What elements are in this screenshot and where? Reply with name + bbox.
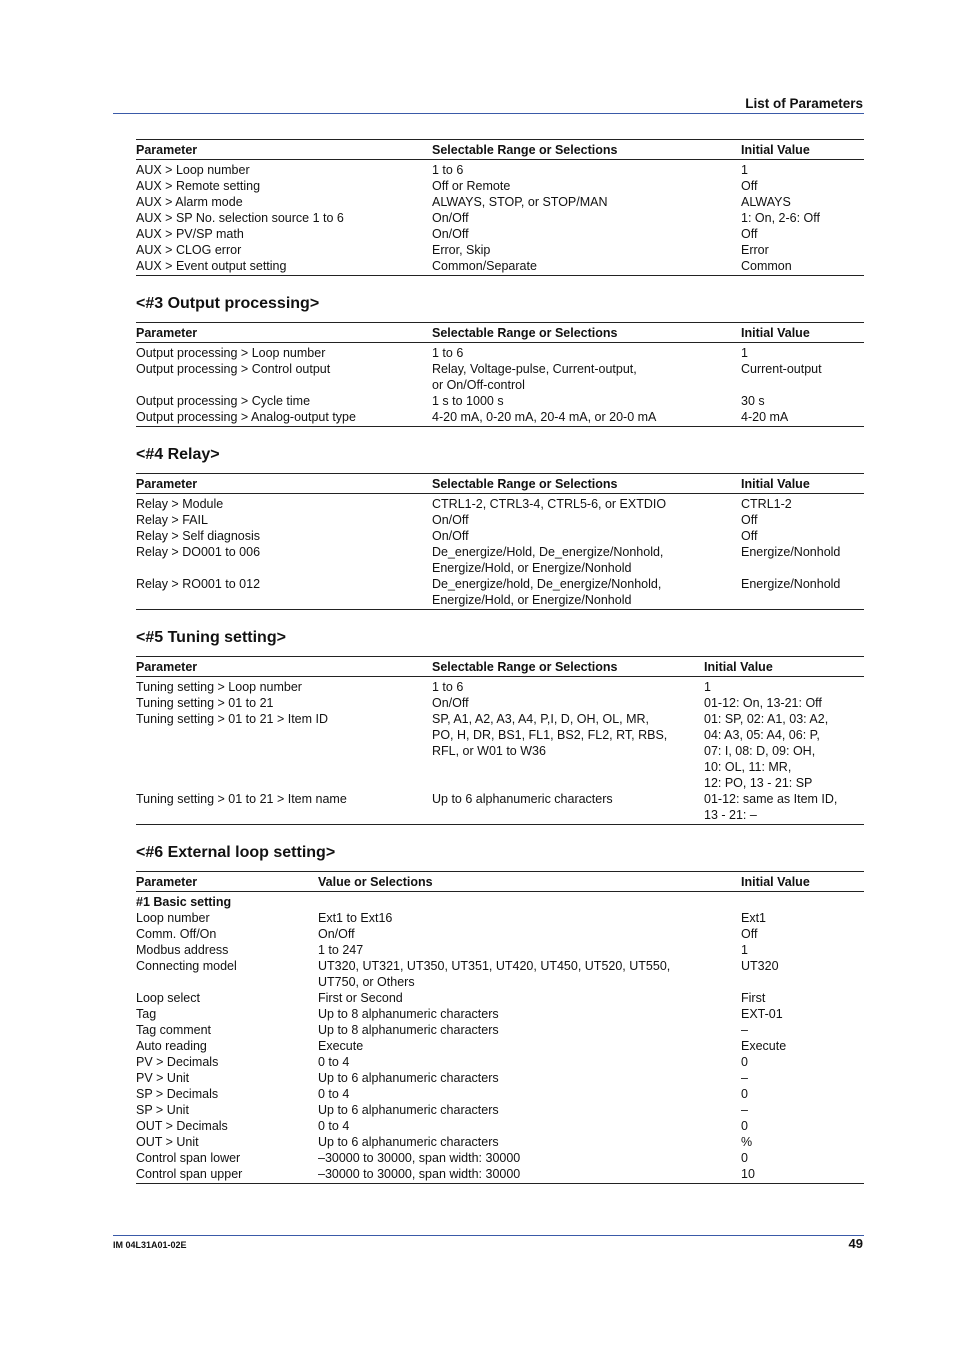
table-cell: Off xyxy=(741,513,758,527)
table-cell: Current-output xyxy=(741,362,822,376)
table-cell: Up to 8 alphanumeric characters xyxy=(318,1023,499,1037)
table-cell: 0 xyxy=(741,1087,748,1101)
table-cell: 1 xyxy=(741,943,748,957)
table-row xyxy=(136,528,864,544)
table-row xyxy=(136,393,864,409)
table-cell: Comm. Off/On xyxy=(136,927,217,941)
table-cell: Off xyxy=(741,927,758,941)
table-cell: EXT-01 xyxy=(741,1007,783,1021)
table-cell: 1 to 6 xyxy=(432,680,464,694)
column-header: Selectable Range or Selections xyxy=(432,474,741,494)
table-cell: 0 xyxy=(741,1055,748,1069)
column-header: Parameter xyxy=(136,657,432,677)
table-cell: Relay > DO001 to 006 xyxy=(136,545,261,559)
table-cell: Off or Remote xyxy=(432,179,511,193)
column-header: Initial Value xyxy=(741,140,864,160)
table-cell: AUX > Loop number xyxy=(136,163,250,177)
running-header: List of Parameters xyxy=(745,96,863,111)
table-cell: Execute xyxy=(741,1039,787,1053)
table-cell: SP > Decimals xyxy=(136,1087,219,1101)
table-cell: Connecting model xyxy=(136,959,237,973)
table-cell: First xyxy=(741,991,766,1005)
column-header: Parameter xyxy=(136,474,432,494)
table-cell: Control span lower xyxy=(136,1151,241,1165)
table-row xyxy=(136,926,864,942)
section-title-output-processing: <#3 Output processing> xyxy=(136,295,320,312)
column-header: Initial Value xyxy=(741,872,864,892)
table-cell: De_energize/Hold, De_energize/Nonhold, Energize/Hold, or Energize/Nonhold xyxy=(432,545,664,575)
document-id: IM 04L31A01-02E xyxy=(113,1240,187,1250)
table-cell: CTRL1-2 xyxy=(741,497,792,511)
table-row xyxy=(136,160,864,179)
table-row xyxy=(136,990,864,1006)
table-cell: Off xyxy=(741,529,758,543)
table-row xyxy=(136,1054,864,1070)
page-content xyxy=(136,139,864,1184)
output-processing-table xyxy=(136,322,864,427)
table-cell: AUX > PV/SP math xyxy=(136,227,244,241)
table-cell: Tag xyxy=(136,1007,157,1021)
table-row xyxy=(136,677,864,696)
table-cell: On/Off xyxy=(432,529,469,543)
column-header: Parameter xyxy=(136,140,432,160)
column-header: Selectable Range or Selections xyxy=(432,140,741,160)
section-title-external-loop: <#6 External loop setting> xyxy=(136,844,336,861)
table-cell: 01: SP, 02: A1, 03: A2, 04: A3, 05: A4, 06: P, 07: I, 08: D, 09: OH, 10: OL, 11: MR, 12: PO, 13 - 21: SP xyxy=(704,712,829,790)
table-header-row xyxy=(136,140,864,160)
table-cell: 1 to 247 xyxy=(318,943,364,957)
table-cell: 0 to 4 xyxy=(318,1055,350,1069)
table-row xyxy=(136,494,864,513)
column-header: Initial Value xyxy=(741,323,864,343)
table-cell: ALWAYS xyxy=(741,195,791,209)
table-header-row xyxy=(136,474,864,494)
column-header: Value or Selections xyxy=(318,872,741,892)
table-row xyxy=(136,512,864,528)
table-cell: UT320 xyxy=(741,959,779,973)
table-cell: 1 s to 1000 s xyxy=(432,394,504,408)
table-row xyxy=(136,1022,864,1038)
table-cell: Tuning setting > 01 to 21 > Item ID xyxy=(136,712,329,726)
table-cell: Common xyxy=(741,259,792,273)
table-cell: Up to 6 alphanumeric characters xyxy=(318,1103,499,1117)
table-cell: % xyxy=(741,1135,753,1149)
table-row xyxy=(136,1134,864,1150)
table-subheading: #1 Basic setting xyxy=(136,895,232,909)
table-row xyxy=(136,226,864,242)
table-cell: Up to 6 alphanumeric characters xyxy=(432,792,613,806)
table-cell: PV > Unit xyxy=(136,1071,190,1085)
table-subheading-row xyxy=(136,892,864,911)
table-cell: Error, Skip xyxy=(432,243,491,257)
table-cell: Relay, Voltage-pulse, Current-output, or On/Off-control xyxy=(432,362,637,392)
table-cell: Ext1 xyxy=(741,911,767,925)
table-cell: 30 s xyxy=(741,394,765,408)
header-rule xyxy=(113,113,864,114)
column-header: Initial Value xyxy=(704,657,864,677)
table-cell: On/Off xyxy=(432,211,469,225)
table-cell: –30000 to 30000, span width: 30000 xyxy=(318,1151,521,1165)
table-cell: OUT > Unit xyxy=(136,1135,199,1149)
column-header: Parameter xyxy=(136,323,432,343)
table-cell: Off xyxy=(741,179,758,193)
table-cell: UT320, UT321, UT350, UT351, UT420, UT450, UT520, UT550, UT750, or Others xyxy=(318,959,671,989)
table-row xyxy=(136,958,864,990)
table-cell: On/Off xyxy=(432,227,469,241)
table-cell: 1: On, 2-6: Off xyxy=(741,211,820,225)
table-row xyxy=(136,361,864,393)
table-cell: PV > Decimals xyxy=(136,1055,219,1069)
table-cell: 0 to 4 xyxy=(318,1087,350,1101)
table-cell: SP > Unit xyxy=(136,1103,189,1117)
table-cell: Up to 6 alphanumeric characters xyxy=(318,1071,499,1085)
table-row xyxy=(136,1086,864,1102)
table-row xyxy=(136,242,864,258)
table-cell: Loop select xyxy=(136,991,200,1005)
table-cell: 1 xyxy=(741,163,748,177)
table-row xyxy=(136,258,864,276)
table-cell: AUX > Remote setting xyxy=(136,179,261,193)
table-row xyxy=(136,1166,864,1184)
table-cell: Tuning setting > 01 to 21 xyxy=(136,696,274,710)
external-loop-table xyxy=(136,871,864,1184)
table-cell: Relay > RO001 to 012 xyxy=(136,577,261,591)
table-cell: 1 xyxy=(704,680,711,694)
table-row xyxy=(136,1150,864,1166)
table-row xyxy=(136,695,864,711)
table-cell: Output processing > Analog-output type xyxy=(136,410,356,424)
column-header: Selectable Range or Selections xyxy=(432,323,741,343)
table-cell: First or Second xyxy=(318,991,403,1005)
table-cell: – xyxy=(741,1103,748,1117)
table-cell: – xyxy=(741,1071,748,1085)
table-cell: OUT > Decimals xyxy=(136,1119,228,1133)
table-cell: Off xyxy=(741,227,758,241)
table-cell: Execute xyxy=(318,1039,364,1053)
table-cell: On/Off xyxy=(432,513,469,527)
relay-table xyxy=(136,473,864,610)
section-title-relay: <#4 Relay> xyxy=(136,446,220,463)
table-cell: 0 xyxy=(741,1119,748,1133)
table-cell: Ext1 to Ext16 xyxy=(318,911,393,925)
table-row xyxy=(136,1038,864,1054)
table-cell: ALWAYS, STOP, or STOP/MAN xyxy=(432,195,608,209)
table-cell: Energize/Nonhold xyxy=(741,545,841,559)
footer-rule xyxy=(113,1235,864,1236)
table-header-row xyxy=(136,323,864,343)
page-number: 49 xyxy=(848,1236,863,1251)
table-cell: 1 to 6 xyxy=(432,163,464,177)
table-header-row xyxy=(136,657,864,677)
table-cell: Tuning setting > Loop number xyxy=(136,680,302,694)
table-cell: 1 to 6 xyxy=(432,346,464,360)
table-row xyxy=(136,210,864,226)
table-cell: Output processing > Control output xyxy=(136,362,331,376)
table-cell: Output processing > Loop number xyxy=(136,346,326,360)
table-row xyxy=(136,1070,864,1086)
table-cell: Auto reading xyxy=(136,1039,207,1053)
table-cell: Relay > FAIL xyxy=(136,513,208,527)
table-cell: 0 xyxy=(741,1151,748,1165)
table-cell: Up to 6 alphanumeric characters xyxy=(318,1135,499,1149)
table-row xyxy=(136,1118,864,1134)
table-cell: Relay > Self diagnosis xyxy=(136,529,261,543)
table-cell: 4-20 mA, 0-20 mA, 20-4 mA, or 20-0 mA xyxy=(432,410,657,424)
table-cell: Relay > Module xyxy=(136,497,224,511)
table-cell: Up to 8 alphanumeric characters xyxy=(318,1007,499,1021)
table-cell: Control span upper xyxy=(136,1167,243,1181)
table-cell: AUX > SP No. selection source 1 to 6 xyxy=(136,211,344,225)
table-row xyxy=(136,343,864,362)
table-cell: SP, A1, A2, A3, A4, P,I, D, OH, OL, MR, PO, H, DR, BS1, FL1, BS2, FL2, RT, RBS, RFL, or W01 to W36 xyxy=(432,712,668,758)
column-header: Selectable Range or Selections xyxy=(432,657,704,677)
column-header: Parameter xyxy=(136,872,318,892)
table-row xyxy=(136,194,864,210)
table-cell: AUX > Alarm mode xyxy=(136,195,243,209)
table-cell: Common/Separate xyxy=(432,259,537,273)
table-cell: Loop number xyxy=(136,911,210,925)
table-row xyxy=(136,942,864,958)
table-cell: 4-20 mA xyxy=(741,410,789,424)
table-cell: On/Off xyxy=(318,927,355,941)
table-cell: –30000 to 30000, span width: 30000 xyxy=(318,1167,521,1181)
table-row xyxy=(136,791,864,825)
table-cell: AUX > CLOG error xyxy=(136,243,242,257)
table-cell: Tag comment xyxy=(136,1023,212,1037)
table-cell: Error xyxy=(741,243,769,257)
table-cell: AUX > Event output setting xyxy=(136,259,287,273)
table-cell: Modbus address xyxy=(136,943,229,957)
table-cell: 10 xyxy=(741,1167,755,1181)
table-row xyxy=(136,711,864,791)
column-header: Initial Value xyxy=(741,474,864,494)
table-row xyxy=(136,409,864,427)
table-cell: Energize/Nonhold xyxy=(741,577,841,591)
table-row xyxy=(136,910,864,926)
table-cell: 01-12: On, 13-21: Off xyxy=(704,696,822,710)
table-cell: On/Off xyxy=(432,696,469,710)
section-title-tuning-setting: <#5 Tuning setting> xyxy=(136,629,286,646)
table-cell: De_energize/hold, De_energize/Nonhold, Energize/Hold, or Energize/Nonhold xyxy=(432,577,662,607)
table-row xyxy=(136,178,864,194)
table-cell: 1 xyxy=(741,346,748,360)
table-row xyxy=(136,1102,864,1118)
table-row xyxy=(136,1006,864,1022)
table-row xyxy=(136,544,864,576)
table-cell: Output processing > Cycle time xyxy=(136,394,311,408)
table-cell: 0 to 4 xyxy=(318,1119,350,1133)
table-cell: Tuning setting > 01 to 21 > Item name xyxy=(136,792,347,806)
table-row xyxy=(136,576,864,610)
aux-table xyxy=(136,139,864,276)
tuning-setting-table xyxy=(136,656,864,825)
table-cell: 01-12: same as Item ID, 13 - 21: – xyxy=(704,792,838,822)
table-header-row xyxy=(136,872,864,892)
table-cell: – xyxy=(741,1023,748,1037)
table-cell: CTRL1-2, CTRL3-4, CTRL5-6, or EXTDIO xyxy=(432,497,667,511)
